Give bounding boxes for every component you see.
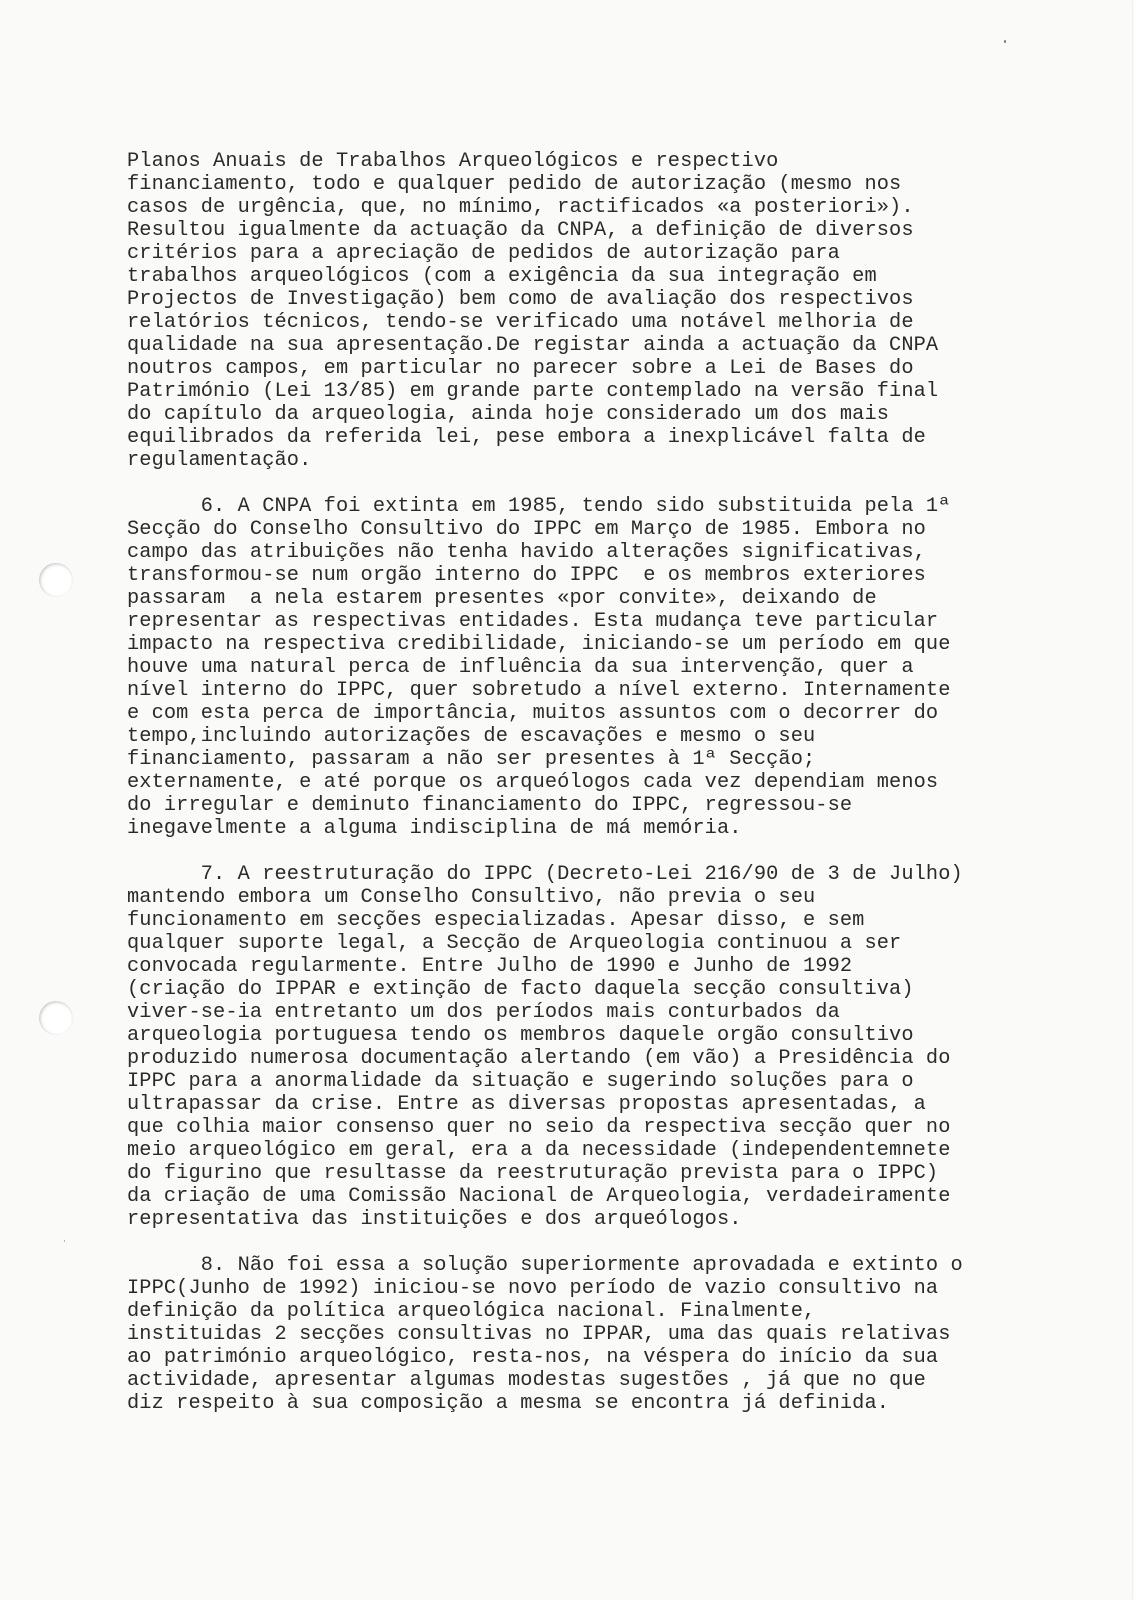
text-line: externamente, e até porque os arqueólogos cada vez dependiam menos	[127, 771, 939, 794]
text-line: representativa das instituições e dos arqueólogos.	[127, 1208, 742, 1231]
text-line: inegavelmente a alguma indisciplina de má memória.	[127, 817, 742, 840]
text-line: 6. A CNPA foi extinta em 1985, tendo sido substituida pela 1ª	[127, 495, 951, 518]
paragraph-continuation	[127, 150, 1127, 472]
text-line: critérios para a apreciação de pedidos de autorização para	[127, 242, 840, 265]
text-line: IPPC para a anormalidade da situação e sugerindo soluções para o	[127, 1070, 914, 1093]
punch-hole	[39, 1001, 73, 1035]
text-line: qualquer suporte legal, a Secção de Arqueologia continuou a ser	[127, 932, 902, 955]
text-line: instituidas 2 secções consultivas no IPPAR, uma das quais relativas	[127, 1323, 951, 1346]
typed-text-body	[127, 150, 1127, 1438]
text-line: representar as respectivas entidades. Esta mudança teve particular	[127, 610, 939, 633]
text-line: Resultou igualmente da actuação da CNPA, a definição de diversos	[127, 219, 914, 242]
text-line: mantendo embora um Conselho Consultivo, não previa o seu	[127, 886, 816, 909]
text-line: definição da política arqueológica nacional. Finalmente,	[127, 1300, 816, 1323]
paragraph-6	[127, 495, 1127, 840]
text-line: diz respeito à sua composição a mesma se encontra já definida.	[127, 1392, 890, 1415]
text-line: e com esta perca de importância, muitos assuntos com o decorrer do	[127, 702, 939, 725]
text-line: financiamento, todo e qualquer pedido de autorização (mesmo nos	[127, 173, 902, 196]
text-line: IPPC(Junho de 1992) iniciou-se novo período de vazio consultivo na	[127, 1277, 939, 1300]
text-line: regulamentação.	[127, 449, 312, 472]
text-line: 8. Não foi essa a solução superiormente aprovadada e extinto o	[127, 1254, 963, 1277]
text-line: convocada regularmente. Entre Julho de 1990 e Junho de 1992	[127, 955, 853, 978]
paragraph-7	[127, 863, 1127, 1231]
text-line: impacto na respectiva credibilidade, iniciando-se um período em que	[127, 633, 951, 656]
text-line: actividade, apresentar algumas modestas sugestões , já que no que	[127, 1369, 926, 1392]
text-line: do capítulo da arqueologia, ainda hoje considerado um dos mais	[127, 403, 890, 426]
text-line: Secção do Conselho Consultivo do IPPC em Março de 1985. Embora no	[127, 518, 926, 541]
text-line: ultrapassar da crise. Entre as diversas propostas apresentadas, a	[127, 1093, 926, 1116]
paragraph-8	[127, 1254, 1127, 1415]
text-line: passaram a nela estarem presentes «por convite», deixando de	[127, 587, 877, 610]
text-line: tempo,incluindo autorizações de escavações e mesmo o seu	[127, 725, 816, 748]
text-line: 7. A reestruturação do IPPC (Decreto-Lei 216/90 de 3 de Julho)	[127, 863, 963, 886]
text-line: arqueologia portuguesa tendo os membros daquele orgão consultivo	[127, 1024, 914, 1047]
text-line: do figurino que resultasse da reestruturação prevista para o IPPC)	[127, 1162, 939, 1185]
text-line: Património (Lei 13/85) em grande parte contemplado na versão final	[127, 380, 939, 403]
text-line: ao património arqueológico, resta-nos, na véspera do início da sua	[127, 1346, 939, 1369]
text-line: (criação do IPPAR e extinção de facto daquela secção consultiva)	[127, 978, 914, 1001]
text-line: Planos Anuais de Trabalhos Arqueológicos e respectivo	[127, 150, 779, 173]
text-line: transformou-se num orgão interno do IPPC e os membros exteriores	[127, 564, 926, 587]
text-line: houve uma natural perca de influência da sua intervenção, quer a	[127, 656, 914, 679]
text-line: que colhia maior consenso quer no seio da respectiva secção quer no	[127, 1116, 951, 1139]
text-line: do irregular e deminuto financiamento do IPPC, regressou-se	[127, 794, 853, 817]
text-line: Projectos de Investigação) bem como de avaliação dos respectivos	[127, 288, 914, 311]
text-line: campo das atribuições não tenha havido alterações significativas,	[127, 541, 926, 564]
text-line: qualidade na sua apresentação.De registar ainda a actuação da CNPA	[127, 334, 939, 357]
text-line: funcionamento em secções especializadas. Apesar disso, e sem	[127, 909, 865, 932]
text-line: trabalhos arqueológicos (com a exigência da sua integração em	[127, 265, 877, 288]
text-line: nível interno do IPPC, quer sobretudo a nível externo. Internamente	[127, 679, 951, 702]
text-line: equilibrados da referida lei, pese embora a inexplicável falta de	[127, 426, 926, 449]
text-line: financiamento, passaram a não ser presentes à 1ª Secção;	[127, 748, 816, 771]
punch-hole	[39, 563, 73, 597]
text-line: produzido numerosa documentação alertando (em vão) a Presidência do	[127, 1047, 951, 1070]
text-line: meio arqueológico em geral, era a da necessidade (independentemnete	[127, 1139, 951, 1162]
text-line: casos de urgência, que, no mínimo, ractificados «a posteriori»).	[127, 196, 914, 219]
dust-speck	[64, 1240, 65, 1242]
text-line: da criação de uma Comissão Nacional de Arqueologia, verdadeiramente	[127, 1185, 951, 1208]
text-line: noutros campos, em particular no parecer sobre a Lei de Bases do	[127, 357, 914, 380]
text-line: viver-se-ia entretanto um dos períodos mais conturbados da	[127, 1001, 840, 1024]
dust-speck	[1004, 40, 1006, 43]
text-line: relatórios técnicos, tendo-se verificado uma notável melhoria de	[127, 311, 914, 334]
